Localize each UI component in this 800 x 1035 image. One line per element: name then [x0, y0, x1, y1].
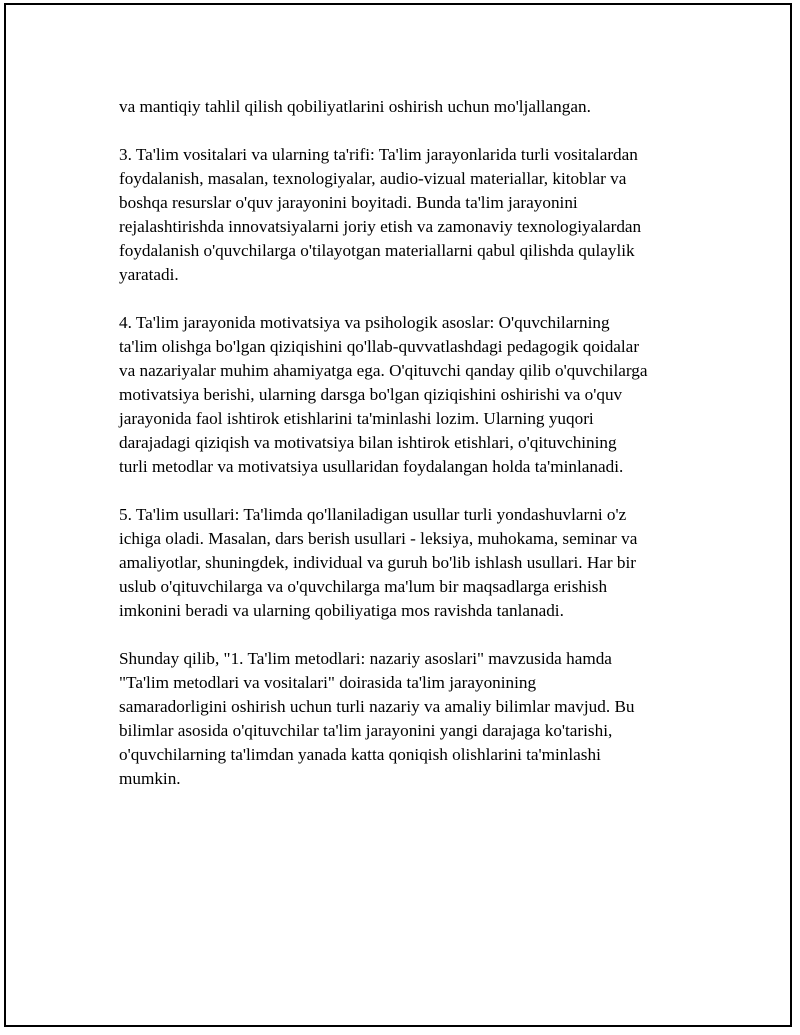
text-line: amaliyotlar, shuningdek, individual va guruh bo'lib ishlash usullari. Har bir: [119, 553, 636, 572]
text-line: mumkin.: [119, 769, 181, 788]
text-line: 4. Ta'lim jarayonida motivatsiya va psihologik asoslar: O'quvchilarning: [119, 313, 610, 332]
text-line: turli metodlar va motivatsiya usullaridan foydalangan holda ta'minlanadi.: [119, 457, 624, 476]
document-page: [4, 3, 792, 1027]
text-line: 5. Ta'lim usullari: Ta'limda qo'llaniladigan usullar turli yondashuvlarni o'z: [119, 505, 627, 524]
paragraph-section-3: [119, 143, 699, 287]
text-line: boshqa resurslar o'quv jarayonini boyitadi. Bunda ta'lim jarayonini: [119, 193, 578, 212]
text-line: foydalanish, masalan, texnologiyalar, audio-vizual materiallar, kitoblar va: [119, 169, 627, 188]
text-line: darajadagi qiziqish va motivatsiya bilan ishtirok etishlari, o'qituvchining: [119, 433, 617, 452]
text-line: foydalanish o'quvchilarga o'tilayotgan materiallarni qabul qilishda qulaylik: [119, 241, 635, 260]
text-line: "Ta'lim metodlari va vositalari" doirasida ta'lim jarayonining: [119, 673, 537, 692]
text-line: imkonini beradi va ularning qobiliyatiga mos ravishda tanlanadi.: [119, 601, 564, 620]
text-line: jarayonida faol ishtirok etishlarini ta'minlashi lozim. Ularning yuqori: [119, 409, 594, 428]
text-line: Shunday qilib, "1. Ta'lim metodlari: nazariy asoslari" mavzusida hamda: [119, 649, 612, 668]
text-line: yaratadi.: [119, 265, 179, 284]
text-line: 3. Ta'lim vositalari va ularning ta'rifi: Ta'lim jarayonlarida turli vositalardan: [119, 145, 638, 164]
text-line: va nazariyalar muhim ahamiyatga ega. O'qituvchi qanday qilib o'quvchilarga: [119, 361, 648, 380]
document-body: [119, 95, 699, 815]
text-line: bilimlar asosida o'qituvchilar ta'lim jarayonini yangi darajaga ko'tarishi,: [119, 721, 613, 740]
text-line: ichiga oladi. Masalan, dars berish usullari - leksiya, muhokama, seminar va: [119, 529, 638, 548]
paragraph-intro-continuation: [119, 95, 699, 119]
paragraph-section-5: [119, 503, 699, 623]
text-line: motivatsiya berishi, ularning darsga bo'lgan qiziqishini oshirishi va o'quv: [119, 385, 623, 404]
text-line: ta'lim olishga bo'lgan qiziqishini qo'llab-quvvatlashdagi pedagogik qoidalar: [119, 337, 640, 356]
paragraph-conclusion: [119, 647, 699, 791]
text-line: rejalashtirishda innovatsiyalarni joriy etish va zamonaviy texnologiyalardan: [119, 217, 642, 236]
text-line: samaradorligini oshirish uchun turli nazariy va amaliy bilimlar mavjud. Bu: [119, 697, 635, 716]
text-line: va mantiqiy tahlil qilish qobiliyatlarini oshirish uchun mo'ljallangan.: [119, 97, 591, 116]
text-line: o'quvchilarning ta'limdan yanada katta qoniqish olishlarini ta'minlashi: [119, 745, 601, 764]
text-line: uslub o'qituvchilarga va o'quvchilarga ma'lum bir maqsadlarga erishish: [119, 577, 608, 596]
paragraph-section-4: [119, 311, 699, 479]
